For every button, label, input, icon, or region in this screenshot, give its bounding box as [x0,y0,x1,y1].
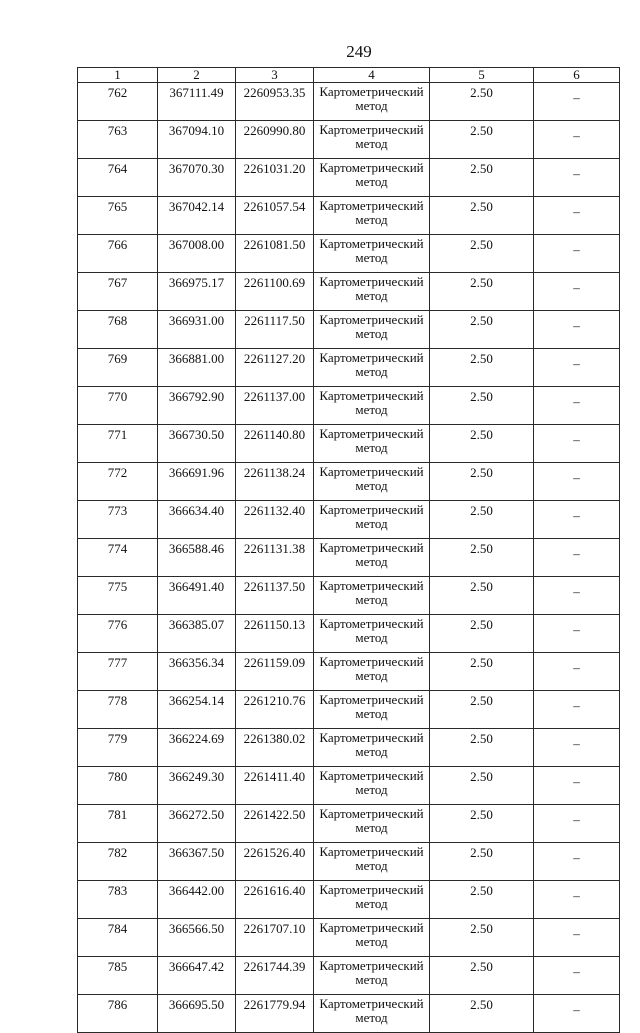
table-row [78,691,620,729]
cell-y-coordinate: 2261138.24 [236,463,314,501]
column-header-description: 6 [534,68,620,83]
table-row [78,805,620,843]
cell-method: Картометрический метод [314,881,430,919]
cell-accuracy: 2.50 [430,577,534,615]
table-row [78,121,620,159]
cell-method: Картометрический метод [314,83,430,121]
table-row [78,159,620,197]
cell-x-coordinate: 366634.40 [158,501,236,539]
cell-method: Картометрический метод [314,691,430,729]
cell-accuracy: 2.50 [430,881,534,919]
cell-accuracy: 2.50 [430,235,534,273]
cell-method: Картометрический метод [314,653,430,691]
cell-x-coordinate: 367111.49 [158,83,236,121]
cell-description: – [534,995,620,1033]
cell-description: – [534,501,620,539]
cell-point-number: 772 [78,463,158,501]
cell-description: – [534,881,620,919]
column-header-method: 4 [314,68,430,83]
table-row [78,957,620,995]
cell-description: – [534,311,620,349]
cell-y-coordinate: 2261707.10 [236,919,314,957]
cell-method: Картометрический метод [314,387,430,425]
cell-y-coordinate: 2261150.13 [236,615,314,653]
cell-y-coordinate: 2261117.50 [236,311,314,349]
table-row [78,653,620,691]
cell-y-coordinate: 2261380.02 [236,729,314,767]
cell-description: – [534,83,620,121]
cell-method: Картометрический метод [314,919,430,957]
cell-method: Картометрический метод [314,501,430,539]
cell-x-coordinate: 366385.07 [158,615,236,653]
cell-description: – [534,767,620,805]
table-row [78,501,620,539]
cell-method: Картометрический метод [314,121,430,159]
table-row [78,539,620,577]
table-row [78,311,620,349]
cell-accuracy: 2.50 [430,691,534,729]
cell-point-number: 766 [78,235,158,273]
cell-y-coordinate: 2261616.40 [236,881,314,919]
cell-accuracy: 2.50 [430,197,534,235]
cell-method: Картометрический метод [314,805,430,843]
column-header-point-number: 1 [78,68,158,83]
cell-accuracy: 2.50 [430,995,534,1033]
column-header-accuracy: 5 [430,68,534,83]
cell-y-coordinate: 2261744.39 [236,957,314,995]
cell-accuracy: 2.50 [430,843,534,881]
table-body [78,83,620,1033]
cell-point-number: 763 [78,121,158,159]
cell-x-coordinate: 366691.96 [158,463,236,501]
cell-point-number: 765 [78,197,158,235]
cell-description: – [534,159,620,197]
cell-x-coordinate: 367094.10 [158,121,236,159]
cell-description: – [534,273,620,311]
cell-accuracy: 2.50 [430,83,534,121]
cell-y-coordinate: 2260990.80 [236,121,314,159]
cell-x-coordinate: 366491.40 [158,577,236,615]
cell-x-coordinate: 366367.50 [158,843,236,881]
cell-y-coordinate: 2261081.50 [236,235,314,273]
cell-accuracy: 2.50 [430,159,534,197]
cell-accuracy: 2.50 [430,767,534,805]
cell-description: – [534,235,620,273]
cell-x-coordinate: 366975.17 [158,273,236,311]
cell-x-coordinate: 366588.46 [158,539,236,577]
cell-method: Картометрический метод [314,349,430,387]
cell-point-number: 769 [78,349,158,387]
cell-x-coordinate: 366695.50 [158,995,236,1033]
cell-accuracy: 2.50 [430,387,534,425]
table-row [78,235,620,273]
cell-point-number: 778 [78,691,158,729]
cell-accuracy: 2.50 [430,805,534,843]
cell-point-number: 767 [78,273,158,311]
cell-accuracy: 2.50 [430,273,534,311]
cell-method: Картометрический метод [314,235,430,273]
table-row [78,881,620,919]
cell-accuracy: 2.50 [430,957,534,995]
coordinates-table [77,67,620,1033]
cell-y-coordinate: 2261159.09 [236,653,314,691]
cell-description: – [534,197,620,235]
cell-x-coordinate: 366730.50 [158,425,236,463]
cell-point-number: 786 [78,995,158,1033]
cell-y-coordinate: 2261526.40 [236,843,314,881]
cell-description: – [534,463,620,501]
cell-description: – [534,121,620,159]
cell-accuracy: 2.50 [430,615,534,653]
cell-description: – [534,691,620,729]
cell-y-coordinate: 2261779.94 [236,995,314,1033]
table-row [78,463,620,501]
column-header-x: 2 [158,68,236,83]
cell-description: – [534,957,620,995]
cell-point-number: 762 [78,83,158,121]
cell-point-number: 780 [78,767,158,805]
cell-x-coordinate: 367070.30 [158,159,236,197]
cell-y-coordinate: 2261137.50 [236,577,314,615]
table-row [78,425,620,463]
cell-description: – [534,805,620,843]
table-row [78,83,620,121]
cell-description: – [534,729,620,767]
cell-description: – [534,843,620,881]
cell-y-coordinate: 2261031.20 [236,159,314,197]
cell-x-coordinate: 366356.34 [158,653,236,691]
cell-point-number: 777 [78,653,158,691]
cell-x-coordinate: 367008.00 [158,235,236,273]
table-row [78,729,620,767]
cell-accuracy: 2.50 [430,463,534,501]
header-row [78,68,620,83]
cell-x-coordinate: 366249.30 [158,767,236,805]
cell-description: – [534,653,620,691]
cell-method: Картометрический метод [314,995,430,1033]
cell-x-coordinate: 366566.50 [158,919,236,957]
table-row [78,349,620,387]
cell-method: Картометрический метод [314,463,430,501]
cell-method: Картометрический метод [314,843,430,881]
cell-method: Картометрический метод [314,577,430,615]
table-row [78,843,620,881]
cell-description: – [534,615,620,653]
cell-method: Картометрический метод [314,767,430,805]
cell-accuracy: 2.50 [430,539,534,577]
cell-method: Картометрический метод [314,273,430,311]
page-number: 249 [346,42,372,61]
cell-method: Картометрический метод [314,615,430,653]
cell-y-coordinate: 2261210.76 [236,691,314,729]
cell-description: – [534,577,620,615]
cell-description: – [534,349,620,387]
cell-method: Картометрический метод [314,425,430,463]
cell-point-number: 775 [78,577,158,615]
cell-y-coordinate: 2261140.80 [236,425,314,463]
cell-point-number: 781 [78,805,158,843]
table-row [78,273,620,311]
cell-point-number: 785 [78,957,158,995]
cell-point-number: 768 [78,311,158,349]
column-header-y: 3 [236,68,314,83]
cell-y-coordinate: 2261057.54 [236,197,314,235]
cell-method: Картометрический метод [314,159,430,197]
cell-method: Картометрический метод [314,729,430,767]
cell-x-coordinate: 366881.00 [158,349,236,387]
cell-accuracy: 2.50 [430,121,534,159]
table-row [78,995,620,1033]
cell-x-coordinate: 366272.50 [158,805,236,843]
cell-point-number: 771 [78,425,158,463]
cell-point-number: 770 [78,387,158,425]
cell-accuracy: 2.50 [430,501,534,539]
cell-x-coordinate: 366792.90 [158,387,236,425]
cell-point-number: 782 [78,843,158,881]
cell-method: Картометрический метод [314,197,430,235]
cell-accuracy: 2.50 [430,729,534,767]
cell-accuracy: 2.50 [430,653,534,691]
cell-method: Картометрический метод [314,311,430,349]
cell-method: Картометрический метод [314,957,430,995]
cell-point-number: 774 [78,539,158,577]
table-row [78,615,620,653]
cell-y-coordinate: 2261137.00 [236,387,314,425]
cell-x-coordinate: 366931.00 [158,311,236,349]
cell-description: – [534,539,620,577]
cell-x-coordinate: 366224.69 [158,729,236,767]
cell-accuracy: 2.50 [430,919,534,957]
cell-point-number: 776 [78,615,158,653]
cell-description: – [534,387,620,425]
cell-accuracy: 2.50 [430,425,534,463]
cell-point-number: 764 [78,159,158,197]
cell-description: – [534,425,620,463]
cell-x-coordinate: 367042.14 [158,197,236,235]
cell-point-number: 779 [78,729,158,767]
table-header [78,68,620,83]
table-row [78,577,620,615]
cell-x-coordinate: 366442.00 [158,881,236,919]
cell-description: – [534,919,620,957]
cell-y-coordinate: 2261422.50 [236,805,314,843]
cell-y-coordinate: 2261411.40 [236,767,314,805]
cell-point-number: 784 [78,919,158,957]
cell-method: Картометрический метод [314,539,430,577]
cell-y-coordinate: 2261127.20 [236,349,314,387]
table-row [78,387,620,425]
cell-accuracy: 2.50 [430,311,534,349]
cell-x-coordinate: 366647.42 [158,957,236,995]
cell-y-coordinate: 2260953.35 [236,83,314,121]
cell-y-coordinate: 2261131.38 [236,539,314,577]
cell-y-coordinate: 2261100.69 [236,273,314,311]
cell-point-number: 773 [78,501,158,539]
table-row [78,919,620,957]
table-row [78,767,620,805]
cell-accuracy: 2.50 [430,349,534,387]
cell-x-coordinate: 366254.14 [158,691,236,729]
table-row [78,197,620,235]
cell-point-number: 783 [78,881,158,919]
cell-y-coordinate: 2261132.40 [236,501,314,539]
